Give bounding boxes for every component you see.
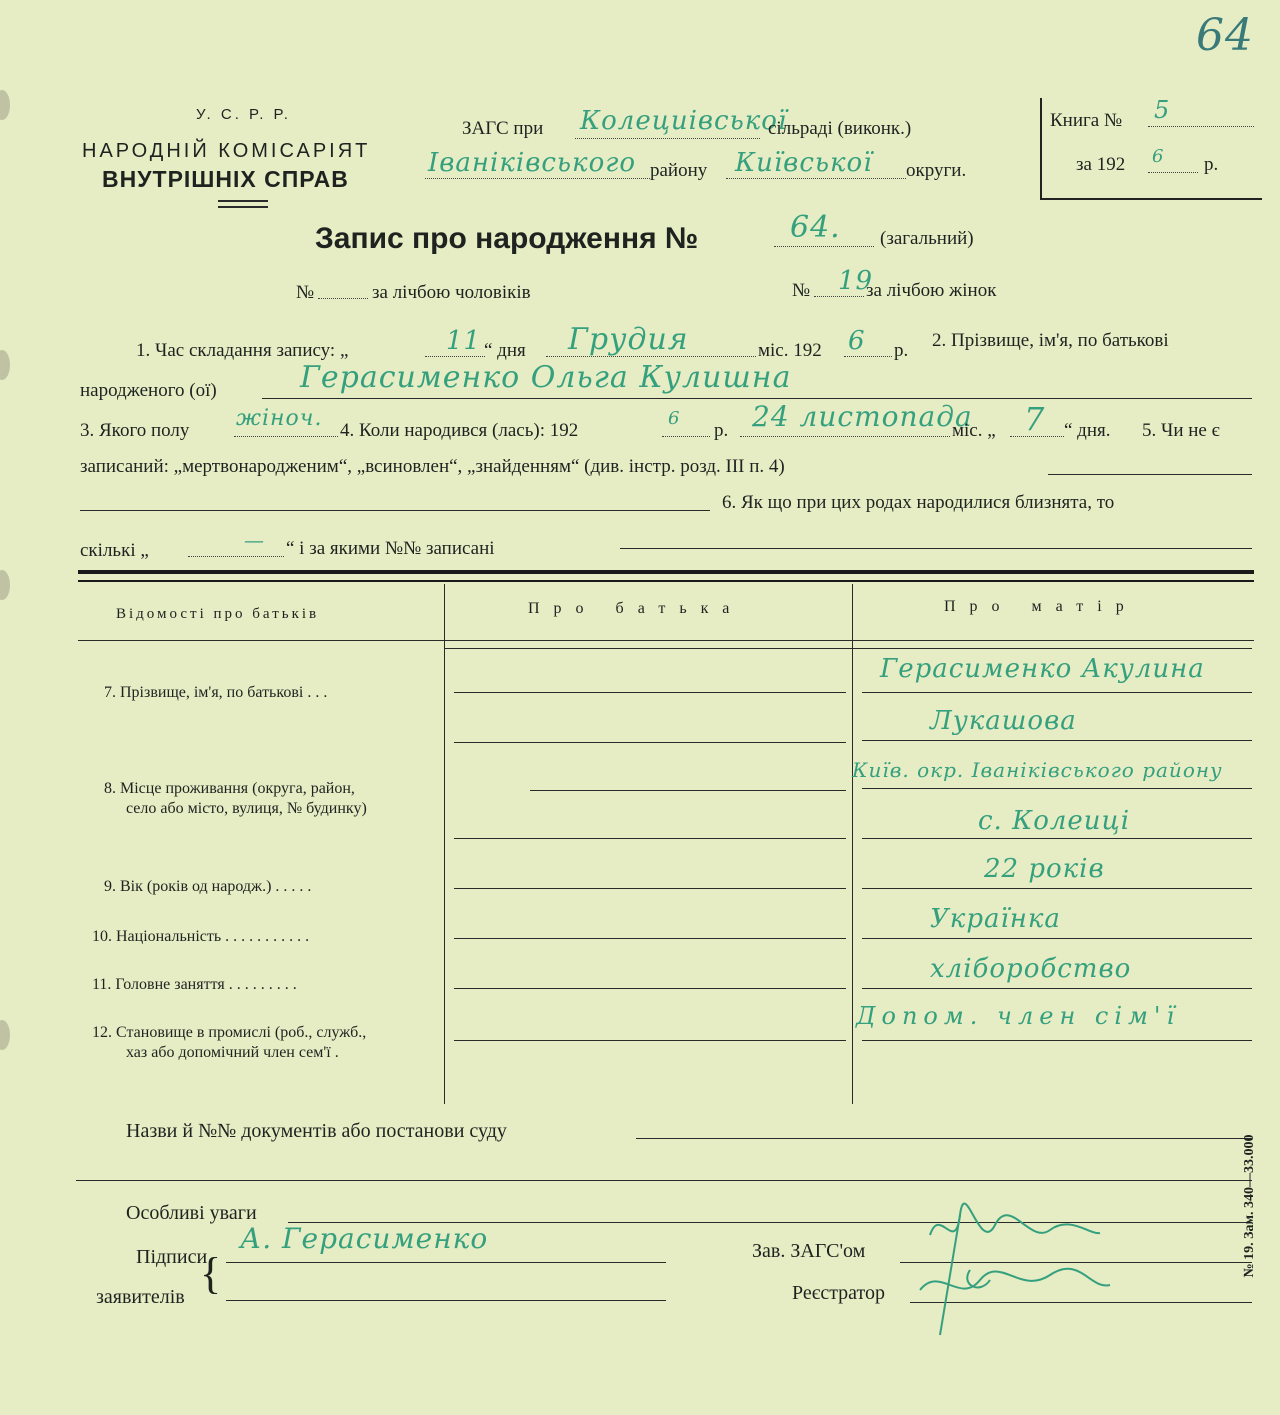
f2-cont: народженого (ої) bbox=[80, 380, 217, 401]
table-row-line bbox=[454, 938, 846, 939]
book-year-suffix: р. bbox=[1204, 154, 1219, 175]
zags-district-value: Іваніківського bbox=[428, 148, 637, 178]
docs-field-2 bbox=[76, 1180, 1252, 1181]
table-row-line bbox=[454, 988, 846, 989]
women-count-prefix: № bbox=[792, 280, 811, 301]
zags-village-field bbox=[575, 138, 760, 139]
f6-cont-b: “ і за якими №№ записані bbox=[286, 538, 495, 559]
f5-value-field bbox=[1048, 474, 1252, 475]
table-row-line bbox=[862, 1040, 1252, 1041]
table-row-line bbox=[454, 692, 846, 693]
table-row-label: 9. Вік (років од народж.) . . . . . bbox=[104, 878, 312, 895]
mother-occupation-value: хліборобство bbox=[930, 954, 1132, 984]
table-row-line bbox=[530, 790, 846, 791]
mother-residence-value: Київ. окр. Іваніківського району bbox=[852, 758, 1223, 782]
zags-okruha-label: округи. bbox=[906, 160, 967, 181]
table-header-rule bbox=[78, 640, 1254, 641]
republic-label: У. С. Р. Р. bbox=[196, 106, 291, 123]
table-col-parents: Відомості про батьків bbox=[116, 606, 320, 622]
f4-year-value: 6 bbox=[668, 408, 681, 429]
head-signature-mark bbox=[900, 1195, 1120, 1345]
registrar-label: Реєстратор bbox=[792, 1282, 886, 1304]
table-row-line bbox=[862, 988, 1252, 989]
f1-day-field bbox=[425, 356, 485, 357]
notes-label: Особливі уваги bbox=[126, 1202, 257, 1224]
header-divider bbox=[218, 206, 268, 208]
signature-field-1 bbox=[226, 1262, 666, 1263]
table-row-label: 8. Місце проживання (округа, район, bbox=[104, 780, 355, 797]
signature-field-2 bbox=[226, 1300, 666, 1301]
f1-year-label: міс. 192 bbox=[758, 340, 822, 361]
docs-label: Назви й №№ документів або постанови суду bbox=[126, 1120, 507, 1142]
women-count-field bbox=[814, 296, 864, 297]
f1-year-field bbox=[844, 356, 892, 357]
f1-day-label: “ дня bbox=[484, 340, 526, 361]
zags-okruha-value: Київської bbox=[735, 148, 873, 178]
table-row-label: 11. Головне заняття . . . . . . . . . bbox=[92, 976, 297, 993]
f6-value: — bbox=[244, 528, 265, 552]
f1-end: р. bbox=[894, 340, 909, 361]
punch-hole bbox=[0, 350, 10, 380]
punch-hole bbox=[0, 90, 10, 120]
table-row-line bbox=[454, 888, 846, 889]
table-row-line bbox=[454, 1040, 846, 1041]
zags-village-value: Колециівської bbox=[580, 106, 788, 136]
header-divider bbox=[218, 200, 268, 202]
women-count-value: 19 bbox=[838, 266, 874, 296]
f4-month-value: 24 листопада bbox=[752, 400, 973, 433]
table-row-line bbox=[862, 888, 1252, 889]
f2-value: Герасименко Ольга Кулишна bbox=[300, 360, 792, 395]
f1-label: 1. Час складання запису: „ bbox=[136, 340, 349, 361]
men-count-field bbox=[318, 298, 368, 299]
men-count-prefix: № bbox=[296, 282, 315, 303]
mother-residence-village: с. Колеиці bbox=[978, 806, 1131, 836]
table-row-line bbox=[862, 740, 1252, 741]
table-row-line bbox=[862, 938, 1252, 939]
table-col-father: Про батька bbox=[528, 600, 744, 617]
applicant-signature: А. Герасименко bbox=[240, 1222, 489, 1255]
book-label: Книга № bbox=[1050, 110, 1123, 131]
zags-village-suffix: сільраді (виконк.) bbox=[768, 118, 912, 139]
record-title: Запис про народження № bbox=[315, 222, 699, 255]
mother-nationality-value: Українка bbox=[930, 904, 1061, 934]
record-number-field bbox=[774, 246, 874, 247]
punch-hole bbox=[0, 570, 10, 600]
book-year-value: 6 bbox=[1152, 146, 1165, 167]
f6-numbers-field bbox=[620, 548, 1252, 549]
mother-age-value: 22 років bbox=[984, 854, 1105, 884]
f4-label: 4. Коли народився (лась): 192 bbox=[340, 420, 579, 441]
f5-label: 5. Чи не є bbox=[1142, 420, 1220, 441]
f4-day-label: “ дня. bbox=[1064, 420, 1111, 441]
page-number: 64 bbox=[1196, 10, 1254, 61]
zags-district-field bbox=[425, 178, 650, 179]
table-row-line bbox=[454, 838, 846, 839]
table-top-rule bbox=[78, 570, 1254, 574]
f1-month-value: Грудия bbox=[568, 322, 689, 357]
f2-label: 2. Прізвище, ім'я, по батькові bbox=[932, 330, 1169, 351]
f4-day-value: 7 bbox=[1024, 400, 1046, 438]
table-row-label: хаз або допомічний член сем'ї . bbox=[126, 1044, 339, 1061]
table-col-divider bbox=[852, 584, 853, 1104]
table-row-line bbox=[862, 838, 1252, 839]
head-label: Зав. ЗАГС'ом bbox=[752, 1240, 866, 1262]
table-row-line bbox=[862, 788, 1252, 789]
men-count-label: за лічбою чоловіків bbox=[372, 282, 531, 303]
table-header-rule bbox=[444, 648, 1252, 649]
mother-name-value: Герасименко Акулина bbox=[880, 654, 1205, 684]
table-row-label: 12. Становище в промислі (роб., служб., bbox=[92, 1024, 367, 1041]
book-year-field bbox=[1148, 172, 1198, 173]
table-row-label: 7. Прізвище, ім'я, по батькові . . . bbox=[104, 684, 328, 701]
zags-district-label: району bbox=[650, 160, 708, 181]
table-row-label: 10. Національність . . . . . . . . . . . bbox=[92, 928, 310, 945]
book-number-field bbox=[1148, 126, 1254, 127]
punch-hole bbox=[0, 1020, 10, 1050]
table-row-label: село або місто, вулиця, № будинку) bbox=[126, 800, 367, 817]
signatures-brace: { bbox=[200, 1249, 222, 1298]
f5-cont: записаний: „мертвонародженим“, „всиновлен“, „знайденням“ (див. інстр. розд. III п. 4) bbox=[80, 456, 785, 477]
table-row-line bbox=[862, 692, 1252, 693]
f3-label: 3. Якого полу bbox=[80, 420, 190, 441]
record-title-suffix: (загальний) bbox=[880, 228, 974, 249]
table-top-rule-2 bbox=[78, 580, 1254, 582]
signatures-label-2: заявителів bbox=[96, 1286, 185, 1308]
f1-day-value: 11 bbox=[446, 326, 482, 356]
mother-patronymic-value: Лукашова bbox=[930, 706, 1077, 736]
f5-value-field-2 bbox=[80, 510, 710, 511]
record-number-value: 64. bbox=[790, 210, 841, 245]
f4-mis: міс. „ bbox=[952, 420, 996, 441]
f3-value: жіноч. bbox=[236, 406, 323, 431]
commissariat-line1: НАРОДНІЙ КОМІСАРІЯТ bbox=[82, 140, 371, 162]
commissariat-line2: ВНУТРІШНІХ СПРАВ bbox=[102, 166, 349, 192]
f2-value-field bbox=[262, 398, 1252, 399]
f4-month-field bbox=[740, 436, 950, 437]
side-imprint: № 19. Зам. 340—33.000 bbox=[1242, 1134, 1257, 1278]
table-col-divider bbox=[444, 584, 445, 1104]
zags-okruha-field bbox=[726, 178, 906, 179]
mother-status-value: Допом. член сім'ї bbox=[856, 1002, 1181, 1030]
women-count-label: за лічбою жінок bbox=[866, 280, 997, 301]
f4-year-field bbox=[662, 436, 710, 437]
f1-year-value: 6 bbox=[848, 326, 866, 356]
book-year-label: за 192 bbox=[1076, 154, 1126, 175]
signatures-label-1: Підписи bbox=[136, 1246, 208, 1268]
table-row-line bbox=[454, 742, 846, 743]
f6-cont-a: скількі „ bbox=[80, 540, 149, 561]
book-number-value: 5 bbox=[1154, 96, 1171, 124]
table-col-mother: Про матір bbox=[944, 598, 1138, 615]
f6-label: 6. Як що при цих родах народилися близнята, то bbox=[722, 492, 1115, 513]
zags-prefix: ЗАГС при bbox=[462, 118, 544, 139]
f4-r: р. bbox=[714, 420, 729, 441]
f6-value-field bbox=[188, 556, 284, 557]
docs-field bbox=[636, 1138, 1252, 1139]
f3-value-field bbox=[234, 436, 338, 437]
